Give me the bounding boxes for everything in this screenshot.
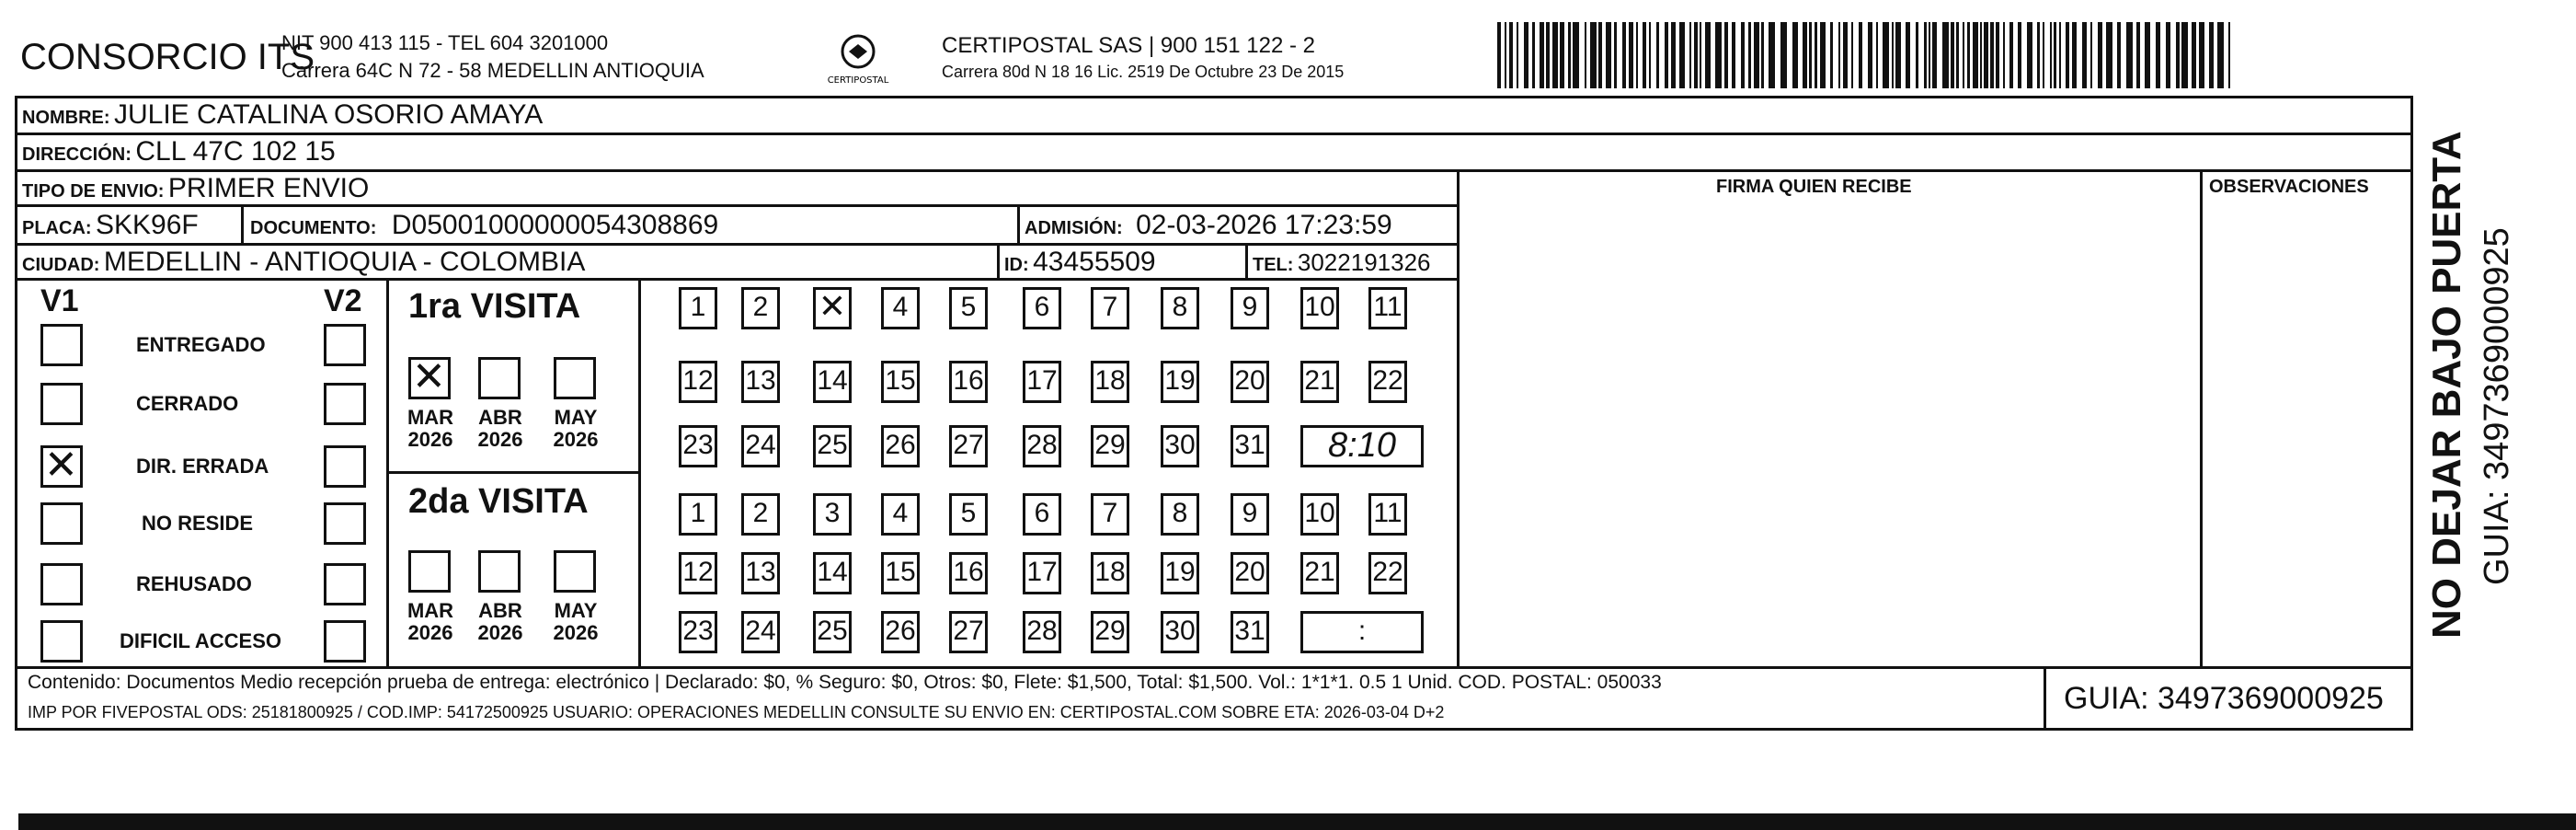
barcode-bar	[1809, 22, 1812, 88]
day-box[interactable]: 19	[1161, 361, 1199, 403]
barcode-bar	[1560, 22, 1564, 88]
day-box[interactable]: 15	[881, 361, 920, 403]
barcode-bar	[1724, 22, 1728, 88]
v2-checkbox[interactable]	[324, 383, 366, 425]
month-name: MAY	[554, 599, 598, 622]
day-box[interactable]: 5	[949, 493, 988, 536]
barcode-bar	[1830, 22, 1833, 88]
firma-label: FIRMA QUIEN RECIBE	[1716, 177, 1912, 197]
day-box[interactable]: 26	[881, 611, 920, 653]
day-box[interactable]: 17	[1023, 552, 1061, 594]
day-box[interactable]: 12	[679, 552, 717, 594]
day-box[interactable]: 26	[881, 425, 920, 467]
company-nit: NIT 900 413 115 - TEL 604 3201000	[281, 31, 609, 54]
bottom-edge	[18, 813, 2576, 830]
barcode-bar	[1815, 22, 1817, 88]
v2-checkbox[interactable]	[324, 445, 366, 488]
tipo-value: PRIMER ENVIO	[167, 173, 370, 203]
day-box[interactable]: 23	[679, 425, 717, 467]
barcode-bar	[1649, 22, 1651, 88]
direccion-label: DIRECCIÓN:	[22, 144, 132, 165]
month-checkbox-abr[interactable]	[478, 550, 521, 593]
month-year: 2026	[407, 428, 453, 451]
time-box[interactable]: 8:10	[1300, 425, 1424, 467]
carrier-address: Carrera 80d N 18 16 Lic. 2519 De Octubre 23 De 2015	[942, 63, 1345, 81]
month-label	[464, 600, 537, 644]
barcode-bar	[1665, 22, 1668, 88]
day-box[interactable]: 25	[813, 611, 852, 653]
barcode-bar	[1622, 22, 1626, 88]
day-box[interactable]: 17	[1023, 361, 1061, 403]
tipo-row	[22, 173, 369, 204]
barcode-bar	[1629, 22, 1633, 88]
day-box[interactable]: 8	[1161, 493, 1199, 536]
barcode-bar	[1980, 22, 1982, 88]
day-box[interactable]: 7	[1091, 287, 1129, 329]
nombre-value: JULIE CATALINA OSORIO AMAYA	[114, 99, 544, 130]
day-box[interactable]: 4	[881, 287, 920, 329]
barcode-bar	[1741, 22, 1745, 88]
status-label: NO RESIDE	[142, 512, 254, 535]
barcode-bar	[2181, 22, 2188, 88]
direccion-row	[22, 136, 336, 167]
barcode-bar	[2117, 22, 2121, 88]
barcode-bar	[1761, 22, 1764, 88]
check-mark-icon: ✕	[44, 442, 78, 489]
status-label: DIR. ERRADA	[136, 455, 269, 478]
day-box[interactable]: 1	[679, 493, 717, 536]
nombre-label: NOMBRE:	[22, 108, 110, 128]
barcode-bar	[1984, 22, 1988, 88]
tel-label: TEL:	[1253, 255, 1294, 275]
month-label	[539, 600, 613, 644]
documento-cell	[250, 210, 718, 241]
admision-cell	[1025, 210, 1392, 241]
day-box[interactable]: 21	[1300, 361, 1339, 403]
certipostal-logo	[817, 31, 899, 88]
barcode-bar	[1803, 22, 1807, 88]
month-checkbox-may[interactable]	[554, 550, 596, 593]
day-box[interactable]: 11	[1368, 493, 1407, 536]
barcode-bar	[2009, 22, 2013, 88]
barcode-bar	[2106, 22, 2112, 88]
day-box[interactable]: 20	[1231, 552, 1269, 594]
month-checkbox-may[interactable]	[554, 357, 596, 399]
month-name: ABR	[478, 406, 522, 429]
v1-checkbox[interactable]	[40, 620, 83, 663]
day-box[interactable]: 2	[741, 493, 780, 536]
day-box[interactable]: 8	[1161, 287, 1199, 329]
barcode-bar	[2228, 22, 2230, 88]
barcode-bar	[2156, 22, 2160, 88]
day-box[interactable]: 22	[1368, 552, 1407, 594]
no-dejar-bajo-puerta: NO DEJAR BAJO PUERTA	[2424, 131, 2469, 639]
documento-label: DOCUMENTO:	[250, 218, 377, 238]
status-label: REHUSADO	[136, 572, 252, 595]
check-mark-icon: ✕	[818, 288, 847, 326]
company-address: Carrera 64C N 72 - 58 MEDELLIN ANTIOQUIA	[281, 59, 704, 82]
day-box[interactable]: 29	[1091, 611, 1129, 653]
day-box[interactable]: 16	[949, 361, 988, 403]
barcode-bar	[1895, 22, 1901, 88]
v1-checkbox[interactable]	[40, 563, 83, 605]
barcode-bar	[1598, 22, 1602, 88]
day-box[interactable]: 18	[1091, 361, 1129, 403]
v2-checkbox[interactable]	[324, 563, 366, 605]
tel-cell	[1253, 248, 1431, 277]
barcode-bar	[1732, 22, 1735, 88]
barcode-bar	[1590, 22, 1597, 88]
day-box[interactable]	[813, 287, 852, 329]
logo-text: CERTIPOSTAL	[827, 75, 889, 86]
footer-guia: GUIA: 3497369000925	[2064, 681, 2384, 716]
barcode-bar	[1715, 22, 1722, 88]
barcode-bar	[1552, 22, 1558, 88]
barcode-bar	[1568, 22, 1571, 88]
firma-area[interactable]	[1460, 208, 2198, 664]
month-name: MAR	[406, 599, 454, 622]
barcode-bar	[2217, 22, 2224, 88]
month-year: 2026	[477, 428, 523, 451]
v2-checkbox[interactable]	[324, 620, 366, 663]
tel-value: 3022191326	[1297, 248, 1431, 276]
first-visit-title: 1ra VISITA	[408, 287, 581, 326]
month-label	[394, 407, 467, 451]
time-box[interactable]: :	[1300, 611, 1424, 653]
barcode-bar	[1606, 22, 1611, 88]
month-year: 2026	[553, 428, 599, 451]
v1-checkbox[interactable]	[40, 383, 83, 425]
barcode-bar	[2003, 22, 2005, 88]
barcode-bar	[1924, 22, 1927, 88]
id-value: 43455509	[1033, 247, 1156, 277]
month-year: 2026	[477, 621, 523, 644]
ciudad-cell	[22, 247, 585, 278]
barcode-bar	[1754, 22, 1759, 88]
day-box[interactable]: 20	[1231, 361, 1269, 403]
day-box[interactable]: 6	[1023, 287, 1061, 329]
id-label: ID:	[1004, 255, 1029, 275]
v2-checkbox[interactable]	[324, 502, 366, 545]
barcode-bar	[2027, 22, 2032, 88]
barcode-bar	[1689, 22, 1691, 88]
barcode-bar	[1973, 22, 1978, 88]
day-box[interactable]: 3	[813, 493, 852, 536]
day-box[interactable]: 10	[1300, 287, 1339, 329]
v1-header: V1	[40, 283, 79, 318]
day-box[interactable]: 9	[1231, 287, 1269, 329]
month-label	[464, 407, 537, 451]
barcode-bar	[1996, 22, 1999, 88]
footer-contenido: Contenido: Documentos Medio recepción prueba de entrega: electrónico | Declarado: $0, % Seguro: $0, Otros: $0, Flete: $1,500, Total: $1,500. Vol.: 1*1*1. 0.5 1 Unid. COD. POSTAL: 050033	[28, 672, 1662, 693]
barcode-bar	[1656, 22, 1659, 88]
barcode-bar	[2090, 22, 2092, 88]
direccion-value: CLL 47C 102 15	[135, 136, 336, 167]
barcode-bar	[2059, 22, 2061, 88]
barcode-bar	[1929, 22, 1930, 88]
v2-checkbox[interactable]	[324, 324, 366, 366]
month-label	[539, 407, 613, 451]
barcode-bar	[1990, 22, 1994, 88]
status-label: ENTREGADO	[136, 333, 266, 356]
barcode-bar	[2199, 22, 2204, 88]
v1-checkbox[interactable]	[40, 502, 83, 545]
barcode-bar	[1540, 22, 1544, 88]
day-box[interactable]: 14	[813, 552, 852, 594]
day-box[interactable]: 13	[741, 552, 780, 594]
day-box[interactable]: 4	[881, 493, 920, 536]
barcode	[1497, 22, 2233, 88]
barcode-bar	[2145, 22, 2150, 88]
observaciones-label: OBSERVACIONES	[2209, 177, 2369, 197]
id-cell	[1004, 247, 1156, 278]
documento-value: D05001000000054308869	[391, 210, 719, 240]
day-box[interactable]: 21	[1300, 552, 1339, 594]
day-box[interactable]: 7	[1091, 493, 1129, 536]
barcode-bar	[2192, 22, 2196, 88]
day-box[interactable]: 30	[1161, 611, 1199, 653]
day-box[interactable]: 24	[741, 425, 780, 467]
barcode-bar	[2136, 22, 2140, 88]
barcode-bar	[1906, 22, 1910, 88]
day-box[interactable]: 25	[813, 425, 852, 467]
barcode-bar	[2043, 22, 2044, 88]
barcode-bar	[1780, 22, 1787, 88]
month-name: MAR	[406, 406, 454, 429]
month-checkbox-abr[interactable]	[478, 357, 521, 399]
nombre-row	[22, 99, 543, 131]
barcode-bar	[2126, 22, 2133, 88]
barcode-bar	[1956, 22, 1959, 88]
second-visit-title: 2da VISITA	[408, 482, 589, 521]
barcode-bar	[1748, 22, 1751, 88]
barcode-bar	[2054, 22, 2056, 88]
placa-value: SKK96F	[96, 210, 199, 240]
status-label: CERRADO	[136, 392, 239, 415]
barcode-bar	[1769, 22, 1775, 88]
barcode-bar	[2209, 22, 2214, 88]
day-box[interactable]: 23	[679, 611, 717, 653]
check-mark-icon: ✕	[412, 353, 446, 400]
barcode-bar	[2066, 22, 2069, 88]
day-box[interactable]: 13	[741, 361, 780, 403]
day-box[interactable]: 1	[679, 287, 717, 329]
barcode-bar	[1963, 22, 1964, 88]
barcode-bar	[2018, 22, 2021, 88]
barcode-bar	[2037, 22, 2040, 88]
barcode-bar	[2082, 22, 2087, 88]
day-box[interactable]: 16	[949, 552, 988, 594]
barcode-bar	[1546, 22, 1550, 88]
barcode-bar	[1679, 22, 1685, 88]
barcode-bar	[1932, 22, 1937, 88]
placa-cell	[22, 210, 199, 241]
barcode-bar	[1671, 22, 1676, 88]
ciudad-value: MEDELLIN - ANTIOQUIA - COLOMBIA	[103, 247, 586, 277]
side-guia: GUIA: 3497369000925	[2478, 227, 2516, 585]
day-box[interactable]: 30	[1161, 425, 1199, 467]
barcode-bar	[2072, 22, 2077, 88]
day-box[interactable]: 31	[1231, 611, 1269, 653]
barcode-bar	[1532, 22, 1535, 88]
observaciones-area[interactable]	[2204, 208, 2411, 664]
barcode-bar	[1573, 22, 1579, 88]
barcode-bar	[1843, 22, 1848, 88]
barcode-bar	[1705, 22, 1711, 88]
barcode-bar	[1694, 22, 1698, 88]
day-box[interactable]: 6	[1023, 493, 1061, 536]
v1-checkbox[interactable]	[40, 324, 83, 366]
barcode-bar	[1643, 22, 1646, 88]
barcode-bar	[2176, 22, 2180, 88]
barcode-bar	[1859, 22, 1862, 88]
v2-header: V2	[324, 283, 362, 318]
barcode-bar	[1967, 22, 1970, 88]
barcode-bar	[1916, 22, 1918, 88]
ciudad-label: CIUDAD:	[22, 255, 100, 275]
month-checkbox-mar[interactable]	[408, 550, 451, 593]
barcode-bar	[1792, 22, 1798, 88]
day-box[interactable]: 29	[1091, 425, 1129, 467]
day-box[interactable]: 31	[1231, 425, 1269, 467]
day-box[interactable]: 19	[1161, 552, 1199, 594]
barcode-bar	[1883, 22, 1889, 88]
tipo-label: TIPO DE ENVIO:	[22, 181, 165, 202]
month-year: 2026	[407, 621, 453, 644]
admision-label: ADMISIÓN:	[1025, 218, 1123, 238]
day-box[interactable]: 27	[949, 425, 988, 467]
carrier-name: CERTIPOSTAL SAS | 900 151 122 - 2	[942, 33, 1315, 58]
month-label	[394, 600, 467, 644]
barcode-bar	[1505, 22, 1506, 88]
day-box[interactable]: 15	[881, 552, 920, 594]
barcode-bar	[1951, 22, 1954, 88]
day-box[interactable]: 28	[1023, 611, 1061, 653]
barcode-bar	[1700, 22, 1701, 88]
day-box[interactable]: 18	[1091, 552, 1129, 594]
barcode-bar	[1942, 22, 1949, 88]
day-box[interactable]: 22	[1368, 361, 1407, 403]
day-box[interactable]: 14	[813, 361, 852, 403]
barcode-bar	[1820, 22, 1826, 88]
barcode-bar	[1876, 22, 1878, 88]
barcode-bar	[1509, 22, 1513, 88]
status-label: DIFICIL ACCESO	[120, 629, 282, 652]
barcode-bar	[1497, 22, 1501, 88]
barcode-bar	[1614, 22, 1617, 88]
barcode-bar	[1892, 22, 1894, 88]
barcode-bar	[1585, 22, 1586, 88]
barcode-bar	[1838, 22, 1840, 88]
day-box[interactable]: 24	[741, 611, 780, 653]
day-box[interactable]: 2	[741, 287, 780, 329]
admision-value: 02-03-2026 17:23:59	[1136, 210, 1392, 240]
barcode-bar	[2050, 22, 2052, 88]
barcode-bar	[2098, 22, 2102, 88]
footer-imp: IMP POR FIVEPOSTAL ODS: 25181800925 / COD.IMP: 54172500925 USUARIO: OPERACIONES MEDELLIN CONSULTE SU ENVIO EN: CERTIPOSTAL.COM SOBRE ETA: 2026-03-04 D+2	[28, 703, 1445, 721]
day-box[interactable]: 27	[949, 611, 988, 653]
company-name: CONSORCIO ITS	[20, 37, 315, 77]
day-box[interactable]: 5	[949, 287, 988, 329]
barcode-bar	[1868, 22, 1872, 88]
barcode-bar	[2166, 22, 2170, 88]
barcode-bar	[1517, 22, 1518, 88]
barcode-bar	[1524, 22, 1528, 88]
day-box[interactable]: 11	[1368, 287, 1407, 329]
day-box[interactable]: 9	[1231, 493, 1269, 536]
placa-label: PLACA:	[22, 218, 92, 238]
month-name: ABR	[478, 599, 522, 622]
day-box[interactable]: 12	[679, 361, 717, 403]
barcode-bar	[1851, 22, 1853, 88]
day-box[interactable]: 10	[1300, 493, 1339, 536]
barcode-bar	[1636, 22, 1638, 88]
month-name: MAY	[554, 406, 598, 429]
day-box[interactable]: 28	[1023, 425, 1061, 467]
month-year: 2026	[553, 621, 599, 644]
